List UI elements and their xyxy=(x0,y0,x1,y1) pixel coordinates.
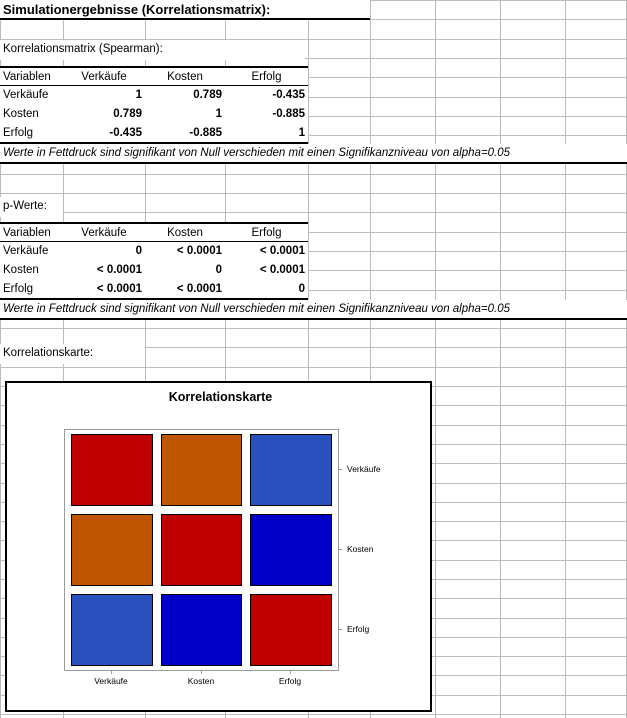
y-axis-tick xyxy=(338,469,342,470)
y-axis-tick xyxy=(338,549,342,550)
corr-cell: 1 xyxy=(145,105,225,125)
corr-header-erfolg: Erfolg xyxy=(225,66,308,86)
label-correlation-map: Korrelationskarte: xyxy=(0,344,145,364)
corr-cell: -0.885 xyxy=(225,105,308,125)
correlation-map-chart[interactable] xyxy=(5,381,432,712)
pval-cell: 0 xyxy=(63,242,145,262)
heatmap-cell xyxy=(250,434,332,506)
corr-header-kosten: Kosten xyxy=(145,66,225,86)
pval-cell: 0 xyxy=(145,261,225,281)
pval-cell: < 0.0001 xyxy=(145,280,225,300)
y-axis-label: Erfolg xyxy=(347,624,370,634)
y-axis-tick xyxy=(338,629,342,630)
heatmap-cell xyxy=(71,514,153,586)
label-p-values: p-Werte: xyxy=(0,197,63,217)
pval-header-variablen: Variablen xyxy=(0,222,63,242)
significance-note: Werte in Fettdruck sind signifikant von Null verschieden mit einen Signifikanzniveau von alpha=0.05 xyxy=(0,300,627,320)
heatmap-cell xyxy=(161,514,243,586)
page-title: Simulationergebnisse (Korrelationsmatrix): xyxy=(0,0,370,20)
x-axis-label: Kosten xyxy=(187,676,215,686)
corr-cell: 1 xyxy=(63,86,145,106)
corr-cell: -0.435 xyxy=(63,124,145,144)
y-axis-label: Verkäufe xyxy=(347,464,381,474)
pval-cell: 0 xyxy=(225,280,308,300)
corr-cell: -0.885 xyxy=(145,124,225,144)
pval-row-label: Verkäufe xyxy=(0,242,63,262)
corr-cell: 1 xyxy=(225,124,308,144)
pval-cell: < 0.0001 xyxy=(145,242,225,262)
x-axis-tick xyxy=(111,670,112,674)
heatmap-cell xyxy=(161,434,243,506)
pval-header-erfolg: Erfolg xyxy=(225,222,308,242)
label-correlation-matrix: Korrelationsmatrix (Spearman): xyxy=(0,40,305,60)
pval-cell: < 0.0001 xyxy=(225,261,308,281)
x-axis-tick xyxy=(201,670,202,674)
corr-row-label: Erfolg xyxy=(0,124,63,144)
corr-row-label: Kosten xyxy=(0,105,63,125)
corr-row-label: Verkäufe xyxy=(0,86,63,106)
pval-header-kosten: Kosten xyxy=(145,222,225,242)
corr-header-verkaufe: Verkäufe xyxy=(63,66,145,86)
x-axis-label: Verkäufe xyxy=(94,676,128,686)
heatmap-cell xyxy=(250,594,332,666)
corr-header-variablen: Variablen xyxy=(0,66,63,86)
corr-cell: 0.789 xyxy=(63,105,145,125)
heatmap-cell xyxy=(250,514,332,586)
heatmap-cell xyxy=(71,594,153,666)
corr-cell: -0.435 xyxy=(225,86,308,106)
heatmap-plot-area xyxy=(64,429,339,671)
heatmap-cell xyxy=(71,434,153,506)
chart-title: Korrelationskarte xyxy=(168,390,273,404)
pval-row-label: Kosten xyxy=(0,261,63,281)
y-axis-label: Kosten xyxy=(347,544,374,554)
significance-note: Werte in Fettdruck sind signifikant von Null verschieden mit einen Signifikanzniveau von alpha=0.05 xyxy=(0,144,627,164)
heatmap-cell xyxy=(161,594,243,666)
x-axis-tick xyxy=(290,670,291,674)
x-axis-label: Erfolg xyxy=(278,676,302,686)
pval-cell: < 0.0001 xyxy=(63,280,145,300)
pval-header-verkaufe: Verkäufe xyxy=(63,222,145,242)
pval-cell: < 0.0001 xyxy=(225,242,308,262)
pval-row-label: Erfolg xyxy=(0,280,63,300)
pval-cell: < 0.0001 xyxy=(63,261,145,281)
corr-cell: 0.789 xyxy=(145,86,225,106)
